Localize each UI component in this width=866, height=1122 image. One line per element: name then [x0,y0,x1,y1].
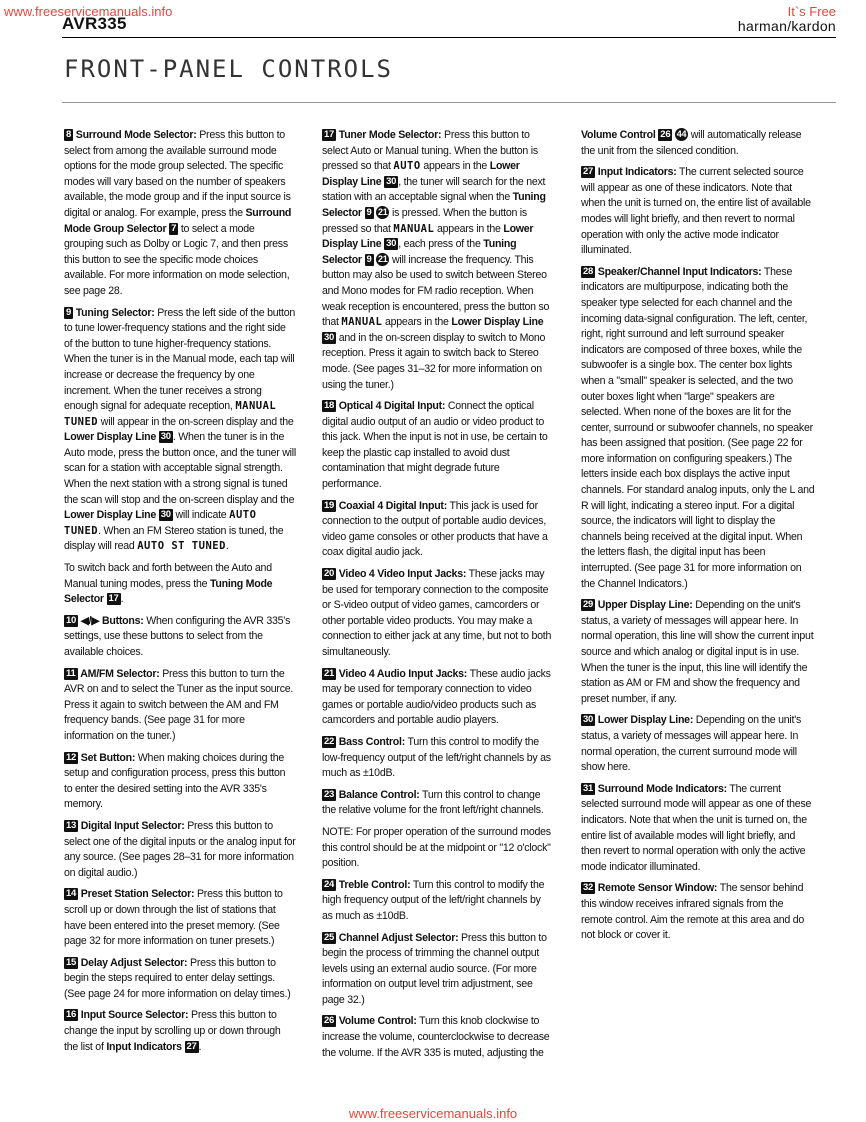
paragraph [64,819,296,881]
body-text: and in the on-screen display to switch to Mono reception. Press it again to switch back to Stereo mode. (See pages 31–32 for more information on using the tuner.) [322,331,546,391]
body-text: These jacks may be used for temporary connection to the composite or S-video output of video games, camcorders or other portable video products. You may make a connection to either jack at any time, but not to both simultaneously. [322,568,552,658]
paragraph [322,878,554,925]
paragraph [64,1008,296,1055]
item-label: Treble Control: [338,878,411,891]
control-name: Tuning Mode Selector [64,577,273,606]
item-number-badge: 23 [324,788,335,800]
body-text: The sensor behind this window receives infrared signals from the remote control. Aim the remote at this area and do not block or cover it. [581,882,805,942]
body-text: Depending on the unit's status, a variety of messages will appear here. In normal operation, the current surround mode will show here. [581,714,802,774]
paragraph [64,887,296,949]
paragraph [581,165,817,259]
item-number-badge: 12 [66,751,77,763]
paragraph [64,614,296,661]
body-text: These audio jacks may be used for temporary connection to video games or portable audio/video products such as camcorders and portable audio players. [322,667,551,727]
body-text: is pressed. When the button is pressed so that [322,206,527,235]
item-label: Coaxial 4 Digital Input: [338,499,447,512]
paragraph [322,399,554,493]
body-text: to select a mode grouping such as Dolby or Logic 7, and then press this button to see the specific mode choices available. For more information on mode selection, see page 28. [64,222,290,297]
item-label: Volume Control: [338,1015,417,1028]
item-number-badge: 17 [324,129,335,140]
body-text: When making choices during the setup and configuration process, press this button to enter the desired setting into the AVR 335's memory. [64,751,286,811]
control-name: Lower Display Line [322,160,520,188]
control-name: Tuning Selector [322,191,546,219]
display-text: MANUAL [341,316,383,329]
control-name: Lower Display Line [451,316,544,329]
body-text: Turn this knob clockwise to increase the volume, counterclockwise to decrease the volume. If the AVR 335 is muted, adjusting the [322,1015,550,1059]
control-name: Surround Mode Group Selector [64,206,292,235]
title-rule [62,102,836,103]
model-name: AVR335 [62,14,127,33]
body-text: Turn this control to modify the low-frequency output of the left/right channels by as much as ±10dB. [322,735,551,780]
body-text: appears in the [420,160,490,173]
column-1 [64,128,296,1061]
item-number-badge: 8 [66,129,72,140]
item-label: Surround Mode Indicators: [597,782,727,795]
body-text: . [120,593,124,606]
control-name: Lower Display Line [64,431,157,444]
paragraph [322,931,554,1009]
item-number-badge: 22 [324,735,335,747]
paragraph [322,1014,554,1061]
body-text: This jack is used for connection to the output of portable audio devices, video game consoles or other products that have a coax digital audio jack. [322,499,548,559]
body-text: Press this button to select Auto or Manual tuning. When the button is pressed so that [322,129,538,173]
body-text: . [225,540,229,553]
item-number-badge: 27 [583,166,594,178]
paragraph [322,128,554,393]
body-text: Connect the optical digital audio output of an audio or video product to this jack. When the input is not in use, be certain to keep the plastic cap installed to avoid dust contamination that might degrade future performance. [322,400,548,491]
item-number-badge: 30 [160,431,171,443]
item-number-badge: 19 [324,499,335,511]
item-number-badge: 26 [660,129,671,140]
paragraph [581,265,817,592]
body-text: will automatically release the unit from the silenced condition. [581,129,802,157]
body-text: will increase the frequency. This button may also be used to switch between Stereo and Mono modes for FM radio reception. When weak reception is encountered, press the button so that [322,253,550,329]
item-number-badge: 15 [66,956,77,968]
display-text: AUTO [393,160,421,173]
item-label: Tuner Mode Selector: [338,129,442,141]
paragraph [581,598,817,707]
item-number-badge: 20 [324,568,335,580]
paragraph [322,667,554,729]
paragraph [581,881,817,943]
item-label: Video 4 Audio Input Jacks: [338,667,468,680]
body-text: . [198,1040,202,1053]
body-text: Depending on the unit's status, a variety of messages will appear here. In normal operation, this line will show the current input source and which analog or digital input is in use. When the tuner is the input, this line will identify the station as AM or FM and show the frequency and preset number, if any. [581,599,814,705]
paragraph [581,713,817,775]
item-number-badge: 27 [186,1040,197,1052]
item-number-badge: 30 [160,509,171,521]
item-number-badge: 31 [583,782,594,794]
item-number-badge: 30 [583,714,594,726]
paragraph [322,735,554,782]
item-number-badge: 16 [66,1009,77,1021]
item-number-badge: 18 [324,400,335,412]
item-label: Preset Station Selector: [80,888,195,901]
item-number-badge: 17 [108,593,119,605]
body-text: Press this button to change the input by scrolling up or down through the list of [64,1009,281,1053]
paragraph [581,128,817,159]
body-text: will indicate [172,509,230,522]
body-text: , the tuner will search for the next station with an acceptable signal when the [322,175,546,204]
item-label: Lower Display Line: [597,714,694,727]
control-name: Lower Display Line [64,509,157,522]
body-text: The current selected surround mode will appear as one of these indicators. Note that when the unit is turned on, the entire list of available modes will light briefly, and then revert to normal operation with only the active mode indicator illuminated. [581,782,812,873]
item-number-badge: 9 [366,253,372,265]
body-text: Turn this control to modify the high frequency output of the left/right channels by as much as ±10dB. [322,878,545,922]
item-number-badge: 26 [324,1015,335,1027]
item-number-badge: 24 [324,878,335,890]
item-number-badge: 30 [324,331,335,343]
body-text: appears in the [434,222,504,235]
body-text: These indicators are multipurpose, indicating both the speaker type selected for each channel and the incoming data-signal configuration. The left, center, right, right surround and left surround speaker indicators are composed of three boxes, while the subwoofer is a single box. The center box lights when a "small" speaker is selected, and the two outer boxes light when "large" speakers are selected. When none of the boxes are lit for the center, surround or subwoofer channels, no speaker has been assigned that position. (See page 22 for more information on configuring speakers.) The letters inside each box displays the active input channels. For standard analog inputs, only the L and R will light, indicating a stereo input. For a digital source, the indicators will light to display the channels being received at the digital input. When the letters flash, the digital input has been interrupted. (See page 31 for more information on the Channel Indicators.) [581,265,815,590]
body-text: When configuring the AVR 335's settings, use these buttons to select from the available choices. [64,614,291,658]
body-text: The current selected source will appear as one of these indicators. Note that when the unit is turned on, the entire list of available modes will light briefly, and then revert to normal operation with only the active mode indicator illuminated. [581,166,811,257]
header-rule [62,37,836,38]
item-label: Surround Mode Selector: [75,129,197,141]
paragraph [322,788,554,819]
item-label: Digital Input Selector: [80,819,185,832]
control-name: Volume Control [581,129,656,141]
item-label: Channel Adjust Selector: [338,931,459,944]
watermark-free: It`s Free [787,4,836,19]
item-number-badge: 30 [386,175,397,187]
control-name: Lower Display Line [322,222,534,251]
paragraph [64,667,296,745]
item-number-badge: 25 [324,931,335,943]
paragraph [64,561,296,608]
body-text: Press this button to scroll up or down through the list of stations that have been entered into the preset memory. (See page 32 for more information on tuner presets.) [64,888,283,948]
watermark-bottom: www.freeservicemanuals.info [348,1106,518,1121]
body-text: To switch back and forth between the Auto and Manual tuning modes, press the [64,562,272,590]
item-label: Speaker/Channel Input Indicators: [597,265,762,278]
reference-number-circle: 44 [676,129,687,139]
item-number-badge: 11 [66,667,76,679]
control-name: Input Indicators [106,1040,182,1053]
body-text: , each press of the [398,238,484,251]
column-3 [581,128,817,950]
item-label: Delay Adjust Selector: [80,956,188,969]
body-text: Press the left side of the button to tune lower-frequency stations and the right side of the button to tune higher-frequency stations. When the tuner is in the Manual mode, each tap will increase or decrease the frequency by one increment. When the tuner receives a strong enough signal for adequate reception, [64,306,296,413]
item-number-badge: 7 [171,222,177,234]
body-text: Press this button to begin the steps required to enter delay settings. (See page 24 for more information on delay times.) [64,956,291,1000]
item-label: Set Button: [80,751,136,764]
item-label: Bass Control: [338,735,405,748]
page-title: FRONT-PANEL CONTROLS [64,55,393,83]
brand-logo: harman/kardon [737,18,836,34]
item-label: Remote Sensor Window: [597,882,718,895]
item-label: Balance Control: [338,788,420,801]
item-number-badge: 21 [324,667,335,679]
body-text: NOTE: For proper operation of the surround modes this control should be at the midpoint or "12 o'clock" position. [322,825,551,870]
paragraph [64,128,296,300]
item-number-badge: 28 [583,265,594,277]
paragraph [322,567,554,661]
display-text: MANUAL TUNED [64,400,277,428]
item-label: Input Source Selector: [80,1009,189,1022]
item-number-badge: 32 [583,882,594,894]
display-text: AUTO TUNED [64,509,257,537]
item-label: AM/FM Selector: [80,667,160,680]
column-2 [322,128,554,1067]
item-label: Video 4 Video Input Jacks: [338,568,467,581]
item-number-badge: 10 [66,614,77,626]
body-text: Press this button to turn the AVR on and to select the Tuner as the input source. Press it again to switch between the AM and FM frequency bands. (See page 31 for more information on the tuner.) [64,667,294,742]
item-number-badge: 29 [583,599,594,611]
body-text: Press this button to select from among the available surround mode options for the mode group selected. The specific modes will vary based on the number of speakers available, the mode group and if the input source is digital or analog. For example, press the [64,129,291,219]
body-text: Turn this control to change the relative volume for the front left/right channels. [322,788,544,817]
reference-number-circle: 21 [378,253,388,264]
item-label: Upper Display Line: [597,599,693,612]
body-text: appears in the [382,316,452,329]
watermark-top: www.freeservicemanuals.info [4,4,173,19]
paragraph [64,306,296,556]
display-text: MANUAL [393,222,435,235]
control-name: Tuning Selector [322,238,517,266]
body-text: will appear in the on-screen display and the [98,415,294,428]
body-text: Press this button to select one of the digital inputs or the analog input for any source. (See pages 28–31 for more information on digital audio.) [64,819,296,879]
item-number-badge: 14 [66,888,77,900]
paragraph [322,499,554,561]
item-label: Input Indicators: [597,166,677,179]
paragraph [64,956,296,1003]
item-number-badge: 9 [66,306,72,318]
paragraph [581,782,817,876]
body-text: . When an FM Stereo station is tuned, the display will read [64,524,284,553]
paragraph [64,751,296,813]
item-label: Tuning Selector: [75,306,155,319]
reference-number-circle: 21 [378,206,388,217]
item-number-badge: 30 [386,238,397,250]
item-label: Optical 4 Digital Input: [338,400,446,413]
display-text: AUTO ST TUNED [137,540,226,553]
item-number-badge: 9 [366,206,372,218]
body-text: Press this button to begin the process of trimming the channel output levels using an external audio source. (For more information on output level trim adjustment, see page 32.) [322,931,547,1006]
paragraph [322,825,554,872]
body-text: . When the tuner is in the Auto mode, press the button once, and the tuner will scan for a station with acceptable signal strength. When the next station with a strong signal is tuned the scan will stop and the on-screen display and the [64,431,296,506]
item-label: ◀/▶ Buttons: [80,614,144,627]
item-number-badge: 13 [66,819,77,831]
